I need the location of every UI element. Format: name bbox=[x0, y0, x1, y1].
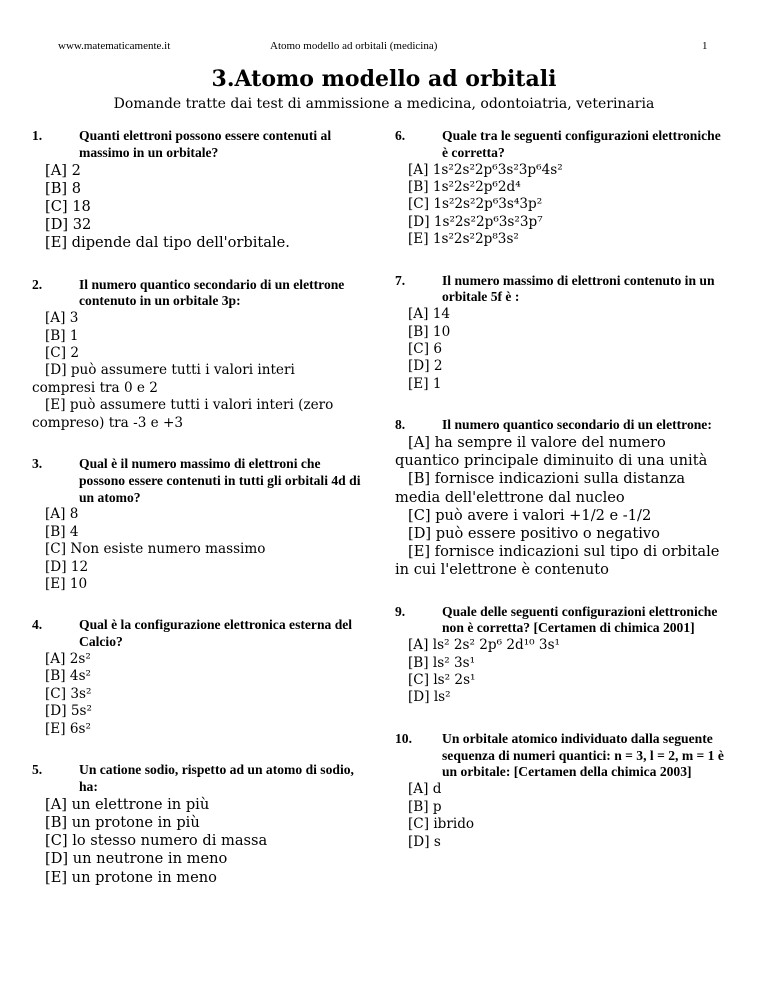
question-2 bbox=[32, 277, 362, 432]
answer: [B] 10 bbox=[408, 323, 451, 340]
answer: [A] 14 bbox=[408, 306, 451, 323]
answer: [E] 1 bbox=[408, 375, 442, 392]
question-text: Un catione sodio, rispetto ad un atomo di sodio, ha: bbox=[79, 762, 354, 794]
question-number: 10. bbox=[395, 730, 412, 746]
answer: [E] dipende dal tipo dell'orbitale. bbox=[45, 234, 290, 252]
answer: [C] 18 bbox=[45, 198, 91, 215]
answer: [B] 8 bbox=[45, 179, 82, 197]
question-number: 9. bbox=[395, 603, 406, 619]
answer: [C] ls² 2s¹ bbox=[408, 672, 476, 689]
answer: [A] 1s²2s²2p⁶3s²3p⁶4s² bbox=[408, 161, 563, 178]
answer: [B] 1 bbox=[45, 327, 79, 344]
answer: [C] 6 bbox=[408, 341, 442, 358]
answer: [D] può assumere tutti i valori interi compresi tra 0 e 2 bbox=[32, 362, 295, 396]
answer: [D] 32 bbox=[45, 216, 92, 234]
answer: [D] 5s² bbox=[45, 703, 92, 720]
answer: [C] Non esiste numero massimo bbox=[45, 541, 266, 558]
answer: [D] 12 bbox=[45, 558, 89, 575]
answer: [C] ibrido bbox=[408, 816, 475, 833]
question-5 bbox=[32, 762, 362, 887]
answer: [A] d bbox=[408, 781, 442, 798]
answer: [D] s bbox=[408, 833, 441, 850]
question-text: Il numero massimo di elettroni contenuto in un orbitale 5f è : bbox=[442, 272, 715, 305]
answer: [C] può avere i valori +1/2 e -1/2 bbox=[408, 506, 652, 524]
question-number: 4. bbox=[32, 617, 43, 633]
question-6 bbox=[395, 128, 725, 249]
answer: [D] ls² bbox=[408, 689, 451, 706]
header-doc-title: Atomo modello ad orbitali (medicina) bbox=[270, 40, 438, 52]
question-9 bbox=[395, 604, 725, 707]
question-number: 6. bbox=[395, 128, 406, 143]
question-7 bbox=[395, 273, 725, 394]
answer: [D] 1s²2s²2p⁶3s²3p⁷ bbox=[408, 213, 543, 230]
answer: [B] ls² 3s¹ bbox=[408, 654, 476, 671]
question-number: 2. bbox=[32, 276, 43, 292]
answer: [C] 3s² bbox=[45, 685, 92, 702]
question-number: 8. bbox=[395, 417, 406, 433]
answer: [D] 2 bbox=[408, 358, 443, 375]
question-text: Il numero quantico secondario di un elettrone: bbox=[442, 417, 712, 433]
header-site: www.matematicamente.it bbox=[58, 40, 171, 52]
question-number: 1. bbox=[32, 128, 43, 143]
answer: [B] un protone in più bbox=[45, 813, 200, 831]
page-subtitle: Domande tratte dai test di ammissione a medicina, odontoiatria, veterinaria bbox=[113, 96, 655, 112]
question-10 bbox=[395, 731, 725, 851]
answer: [B] 4s² bbox=[45, 668, 91, 685]
question-text: Quale tra le seguenti configurazioni elettroniche è corretta? bbox=[442, 128, 721, 160]
question-1 bbox=[32, 128, 362, 253]
header-page-number: 1 bbox=[702, 40, 708, 52]
question-4 bbox=[32, 617, 362, 738]
questions-right-column bbox=[395, 128, 725, 875]
answer: [E] 10 bbox=[45, 576, 88, 593]
question-text: Un orbitale atomico individuato dalla seguente sequenza di numeri quantici: n = 3, l = 2, m = 1 è un orbitale: [Certamen della chimica 2003] bbox=[442, 730, 724, 780]
page-title: 3.Atomo modello ad orbitali bbox=[211, 66, 557, 92]
answer: [A] 2s² bbox=[45, 651, 91, 668]
answer: [B] 4 bbox=[45, 523, 79, 540]
answer: [A] ls² 2s² 2p⁶ 2d¹⁰ 3s¹ bbox=[408, 637, 561, 654]
answer: [E] può assumere tutti i valori interi (zero compreso) tra -3 e +3 bbox=[32, 397, 334, 431]
answer: [A] 2 bbox=[45, 161, 81, 179]
answer: [E] 6s² bbox=[45, 720, 91, 737]
answer: [A] 3 bbox=[45, 310, 79, 327]
answer: [E] 1s²2s²2p⁸3s² bbox=[408, 231, 519, 248]
answer: [A] ha sempre il valore del numero quantico principale diminuito di una unità bbox=[395, 434, 708, 470]
answer: [B] 1s²2s²2p⁶2d⁴ bbox=[408, 179, 521, 195]
answer: [B] p bbox=[408, 798, 442, 815]
question-text: Qual è la configurazione elettronica esterna del Calcio? bbox=[79, 617, 353, 650]
answer: [C] 1s²2s²2p⁶3s⁴3p² bbox=[408, 196, 543, 213]
question-3 bbox=[32, 456, 362, 593]
question-text: Quanti elettroni possono essere contenuti al massimo in un orbitale? bbox=[79, 128, 332, 160]
question-number: 7. bbox=[395, 272, 406, 288]
answer: [A] 8 bbox=[45, 506, 79, 523]
answer: [D] può essere positivo o negativo bbox=[408, 525, 660, 543]
answer: [E] un protone in meno bbox=[45, 868, 217, 886]
question-number: 5. bbox=[32, 762, 43, 778]
answer: [C] 2 bbox=[45, 345, 79, 362]
question-text: Quale delle seguenti configurazioni elettroniche non è corretta? [Certamen di chimica 2001] bbox=[442, 603, 718, 636]
answer: [A] un elettrone in più bbox=[45, 795, 210, 813]
answer: [E] fornisce indicazioni sul tipo di orbitale in cui l'elettrone è contenuto bbox=[395, 543, 720, 579]
question-text: Il numero quantico secondario di un elettrone contenuto in un orbitale 3p: bbox=[79, 276, 345, 309]
question-number: 3. bbox=[32, 456, 43, 472]
answer: [D] un neutrone in meno bbox=[45, 850, 228, 868]
answer: [B] fornisce indicazioni sulla distanza media dell'elettrone dal nucleo bbox=[395, 470, 686, 506]
question-text: Qual è il numero massimo di elettroni che possono essere contenuti in tutti gli orbitali 4d di un atomo? bbox=[79, 456, 361, 505]
question-8 bbox=[395, 417, 725, 579]
questions-left-column bbox=[32, 128, 362, 911]
answer: [C] lo stesso numero di massa bbox=[45, 832, 268, 850]
